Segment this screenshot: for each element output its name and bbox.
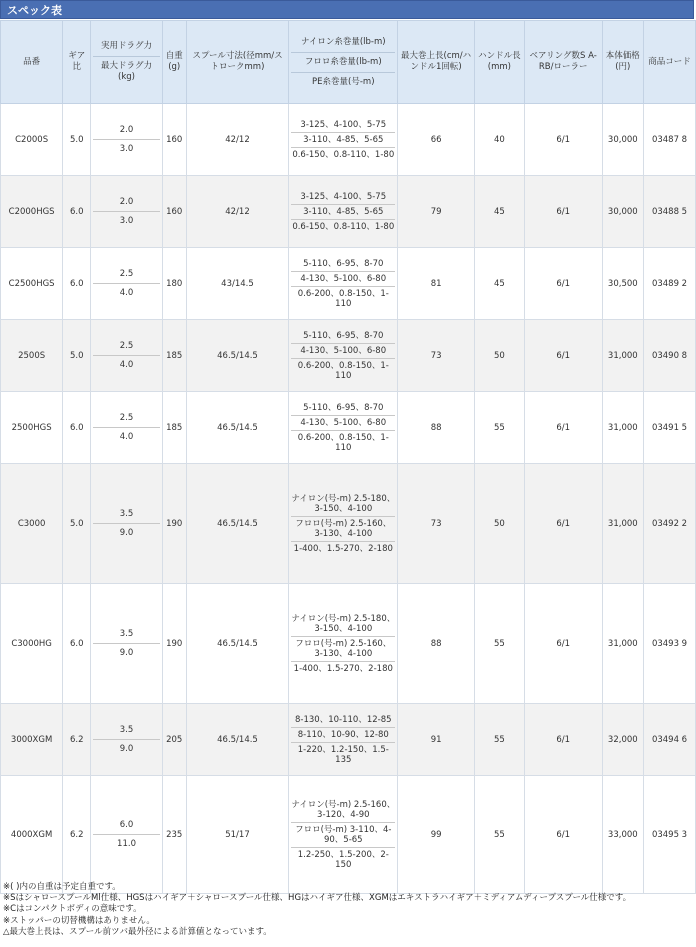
drag-max: 4.0: [93, 355, 160, 370]
cell-max-retrieve: 91: [398, 704, 475, 776]
cell-price: 31,000: [602, 584, 643, 704]
cell-price: 32,000: [602, 704, 643, 776]
drag-practical: 6.0: [119, 820, 134, 830]
cell-drag: [91, 704, 163, 776]
cell-drag: [91, 776, 163, 894]
line-pe: 0.6-150、0.8-110、1-80: [291, 147, 395, 162]
drag-practical: 3.5: [119, 509, 134, 519]
cell-model: 3000XGM: [1, 704, 63, 776]
cell-handle-length: 50: [474, 320, 524, 392]
header-gear-ratio: ギア比: [63, 21, 91, 104]
drag-max: 3.0: [93, 139, 160, 154]
cell-weight: 185: [162, 320, 186, 392]
header-spool: スプール寸法(径mm/ストロークmm): [186, 21, 289, 104]
cell-line-capacity: [289, 776, 398, 894]
header-price: 本体価格(円): [602, 21, 643, 104]
spec-table: [0, 20, 696, 894]
cell-max-retrieve: 73: [398, 320, 475, 392]
cell-weight: 205: [162, 704, 186, 776]
cell-line-capacity: [289, 464, 398, 584]
cell-price: 30,000: [602, 104, 643, 176]
header-drag-max: 最大ドラグ力(kg): [93, 56, 160, 83]
cell-spool: 46.5/14.5: [186, 704, 289, 776]
header-drag-practical: 実用ドラグ力: [101, 41, 153, 51]
cell-spool: 42/12: [186, 176, 289, 248]
line-fluoro: 4-130、5-100、6-80: [291, 415, 395, 430]
drag-practical: 2.5: [119, 269, 134, 279]
cell-model: 2500S: [1, 320, 63, 392]
cell-max-retrieve: 73: [398, 464, 475, 584]
cell-gear-ratio: 6.0: [63, 392, 91, 464]
cell-max-retrieve: 79: [398, 176, 475, 248]
cell-spool: 46.5/14.5: [186, 464, 289, 584]
cell-price: 31,000: [602, 464, 643, 584]
drag-practical: 3.5: [119, 725, 134, 735]
cell-gear-ratio: 6.0: [63, 584, 91, 704]
cell-spool: 42/12: [186, 104, 289, 176]
cell-bearing: 6/1: [524, 464, 602, 584]
cell-drag: [91, 584, 163, 704]
cell-line-capacity: [289, 320, 398, 392]
cell-spool: 43/14.5: [186, 248, 289, 320]
cell-drag: [91, 104, 163, 176]
footnote: △最大巻上長は、スプール前ツバ最外径による計算値となっています。: [3, 926, 272, 937]
drag-max: 9.0: [93, 739, 160, 754]
drag-max: 4.0: [93, 427, 160, 442]
cell-max-retrieve: 66: [398, 104, 475, 176]
cell-max-retrieve: 81: [398, 248, 475, 320]
cell-handle-length: 55: [474, 392, 524, 464]
footnote: ※SはシャロースプールMl仕様、HGSはハイギア＋シャロースプール仕様、HGはハイギア仕様、XGMはエキストラハイギア＋ミディアムディープスプール仕様です。: [3, 893, 632, 904]
cell-model: C2000S: [1, 104, 63, 176]
cell-line-capacity: [289, 176, 398, 248]
cell-spool: 51/17: [186, 776, 289, 894]
cell-price: 31,000: [602, 320, 643, 392]
line-fluoro: 8-110、10-90、12-80: [291, 727, 395, 742]
cell-weight: 235: [162, 776, 186, 894]
cell-gear-ratio: 5.0: [63, 104, 91, 176]
line-nylon: 8-130、10-110、12-85: [295, 714, 392, 725]
cell-max-retrieve: 99: [398, 776, 475, 894]
cell-code: 03487 8: [644, 104, 696, 176]
header-line-nylon: ナイロン糸巻量(lb-m): [300, 36, 386, 47]
line-nylon: 5-110、6-95、8-70: [303, 402, 384, 413]
header-line-pe: PE糸巻量(号-m): [291, 72, 395, 88]
cell-bearing: 6/1: [524, 176, 602, 248]
cell-code: 03490 8: [644, 320, 696, 392]
spec-table-title: スペック表: [0, 0, 694, 19]
header-code: 商品コード: [644, 21, 696, 104]
footnote: ※Cはコンパクトボディの意味です。: [3, 904, 142, 915]
drag-practical: 2.5: [119, 413, 134, 423]
cell-weight: 190: [162, 584, 186, 704]
cell-handle-length: 45: [474, 248, 524, 320]
header-drag: [91, 21, 163, 104]
header-model: 品番: [1, 21, 63, 104]
cell-code: 03495 3: [644, 776, 696, 894]
cell-gear-ratio: 6.0: [63, 248, 91, 320]
header-max-retrieve: 最大巻上長(cm/ハンドル1回転): [398, 21, 475, 104]
cell-handle-length: 55: [474, 704, 524, 776]
line-nylon: ナイロン(号-m) 2.5-180、3-150、4-100: [291, 493, 396, 514]
line-pe: 0.6-200、0.8-150、1-110: [291, 286, 395, 311]
cell-drag: [91, 392, 163, 464]
line-fluoro: 3-110、4-85、5-65: [291, 132, 395, 147]
cell-bearing: 6/1: [524, 392, 602, 464]
cell-drag: [91, 320, 163, 392]
cell-handle-length: 55: [474, 776, 524, 894]
cell-bearing: 6/1: [524, 584, 602, 704]
cell-weight: 160: [162, 176, 186, 248]
cell-weight: 185: [162, 392, 186, 464]
cell-handle-length: 55: [474, 584, 524, 704]
line-fluoro: 4-130、5-100、6-80: [291, 343, 395, 358]
cell-drag: [91, 176, 163, 248]
cell-gear-ratio: 6.0: [63, 176, 91, 248]
line-nylon: 5-110、6-95、8-70: [303, 330, 384, 341]
table-row: [1, 320, 696, 392]
cell-gear-ratio: 5.0: [63, 320, 91, 392]
cell-spool: 46.5/14.5: [186, 392, 289, 464]
footnote: ※( )内の自重は予定自重です。: [3, 882, 121, 892]
table-row: [1, 704, 696, 776]
cell-code: 03489 2: [644, 248, 696, 320]
cell-model: C3000HG: [1, 584, 63, 704]
line-pe: 1-220、1.2-150、1.5-135: [291, 742, 395, 767]
cell-bearing: 6/1: [524, 776, 602, 894]
line-pe: 0.6-200、0.8-150、1-110: [291, 358, 395, 383]
cell-model: C2500HGS: [1, 248, 63, 320]
cell-bearing: 6/1: [524, 704, 602, 776]
line-pe: 0.6-150、0.8-110、1-80: [291, 219, 395, 234]
drag-max: 4.0: [93, 283, 160, 298]
cell-weight: 190: [162, 464, 186, 584]
cell-handle-length: 45: [474, 176, 524, 248]
cell-gear-ratio: 5.0: [63, 464, 91, 584]
cell-price: 30,500: [602, 248, 643, 320]
line-pe: 0.6-200、0.8-150、1-110: [291, 430, 395, 455]
cell-spool: 46.5/14.5: [186, 584, 289, 704]
header-weight: 自重(g): [162, 21, 186, 104]
drag-max: 9.0: [93, 643, 160, 658]
header-row: [1, 21, 696, 104]
cell-handle-length: 40: [474, 104, 524, 176]
drag-practical: 2.0: [119, 125, 134, 135]
cell-code: 03493 9: [644, 584, 696, 704]
cell-line-capacity: [289, 248, 398, 320]
drag-practical: 2.5: [119, 341, 134, 351]
cell-spool: 46.5/14.5: [186, 320, 289, 392]
drag-max: 3.0: [93, 211, 160, 226]
drag-practical: 3.5: [119, 629, 134, 639]
line-fluoro: 3-110、4-85、5-65: [291, 204, 395, 219]
cell-max-retrieve: 88: [398, 584, 475, 704]
cell-max-retrieve: 88: [398, 392, 475, 464]
cell-line-capacity: [289, 704, 398, 776]
cell-model: 4000XGM: [1, 776, 63, 894]
drag-max: 11.0: [93, 834, 160, 849]
line-nylon: ナイロン(号-m) 2.5-160、3-120、4-90: [291, 799, 396, 820]
cell-model: 2500HGS: [1, 392, 63, 464]
cell-drag: [91, 464, 163, 584]
cell-code: 03491 5: [644, 392, 696, 464]
line-nylon: 3-125、4-100、5-75: [300, 191, 387, 202]
drag-max: 9.0: [93, 523, 160, 538]
table-row: [1, 176, 696, 248]
cell-weight: 180: [162, 248, 186, 320]
table-row: [1, 776, 696, 894]
line-fluoro: フロロ(号-m) 3-110、4-90、5-65: [291, 822, 395, 847]
line-nylon: ナイロン(号-m) 2.5-180、3-150、4-100: [291, 613, 396, 634]
line-nylon: 3-125、4-100、5-75: [300, 119, 387, 130]
line-pe: 1.2-250、1.5-200、2-150: [291, 847, 395, 872]
drag-practical: 2.0: [119, 197, 134, 207]
cell-code: 03494 6: [644, 704, 696, 776]
line-fluoro: フロロ(号-m) 2.5-160、3-130、4-100: [291, 516, 395, 541]
cell-drag: [91, 248, 163, 320]
table-row: [1, 248, 696, 320]
cell-line-capacity: [289, 392, 398, 464]
header-handle-length: ハンドル長(mm): [474, 21, 524, 104]
line-pe: 1-400、1.5-270、2-180: [291, 661, 395, 676]
cell-bearing: 6/1: [524, 104, 602, 176]
cell-code: 03492 2: [644, 464, 696, 584]
line-nylon: 5-110、6-95、8-70: [303, 258, 384, 269]
line-pe: 1-400、1.5-270、2-180: [291, 541, 395, 556]
cell-bearing: 6/1: [524, 248, 602, 320]
cell-price: 30,000: [602, 176, 643, 248]
table-row: [1, 464, 696, 584]
cell-model: C3000: [1, 464, 63, 584]
line-fluoro: 4-130、5-100、6-80: [291, 271, 395, 286]
footnote: ※ストッパーの切替機構はありません。: [3, 915, 155, 926]
cell-bearing: 6/1: [524, 320, 602, 392]
header-line-capacity: [289, 21, 398, 104]
table-row: [1, 584, 696, 704]
cell-price: 31,000: [602, 392, 643, 464]
footnotes: [3, 882, 693, 938]
cell-line-capacity: [289, 584, 398, 704]
table-row: [1, 392, 696, 464]
cell-gear-ratio: 6.2: [63, 704, 91, 776]
cell-handle-length: 50: [474, 464, 524, 584]
header-bearing: ベアリング数S A-RB/ローラー: [524, 21, 602, 104]
cell-gear-ratio: 6.2: [63, 776, 91, 894]
line-fluoro: フロロ(号-m) 2.5-160、3-130、4-100: [291, 636, 395, 661]
cell-model: C2000HGS: [1, 176, 63, 248]
table-row: [1, 104, 696, 176]
cell-weight: 160: [162, 104, 186, 176]
cell-line-capacity: [289, 104, 398, 176]
header-line-fluoro: フロロ糸巻量(lb-m): [291, 52, 395, 68]
cell-price: 33,000: [602, 776, 643, 894]
cell-code: 03488 5: [644, 176, 696, 248]
